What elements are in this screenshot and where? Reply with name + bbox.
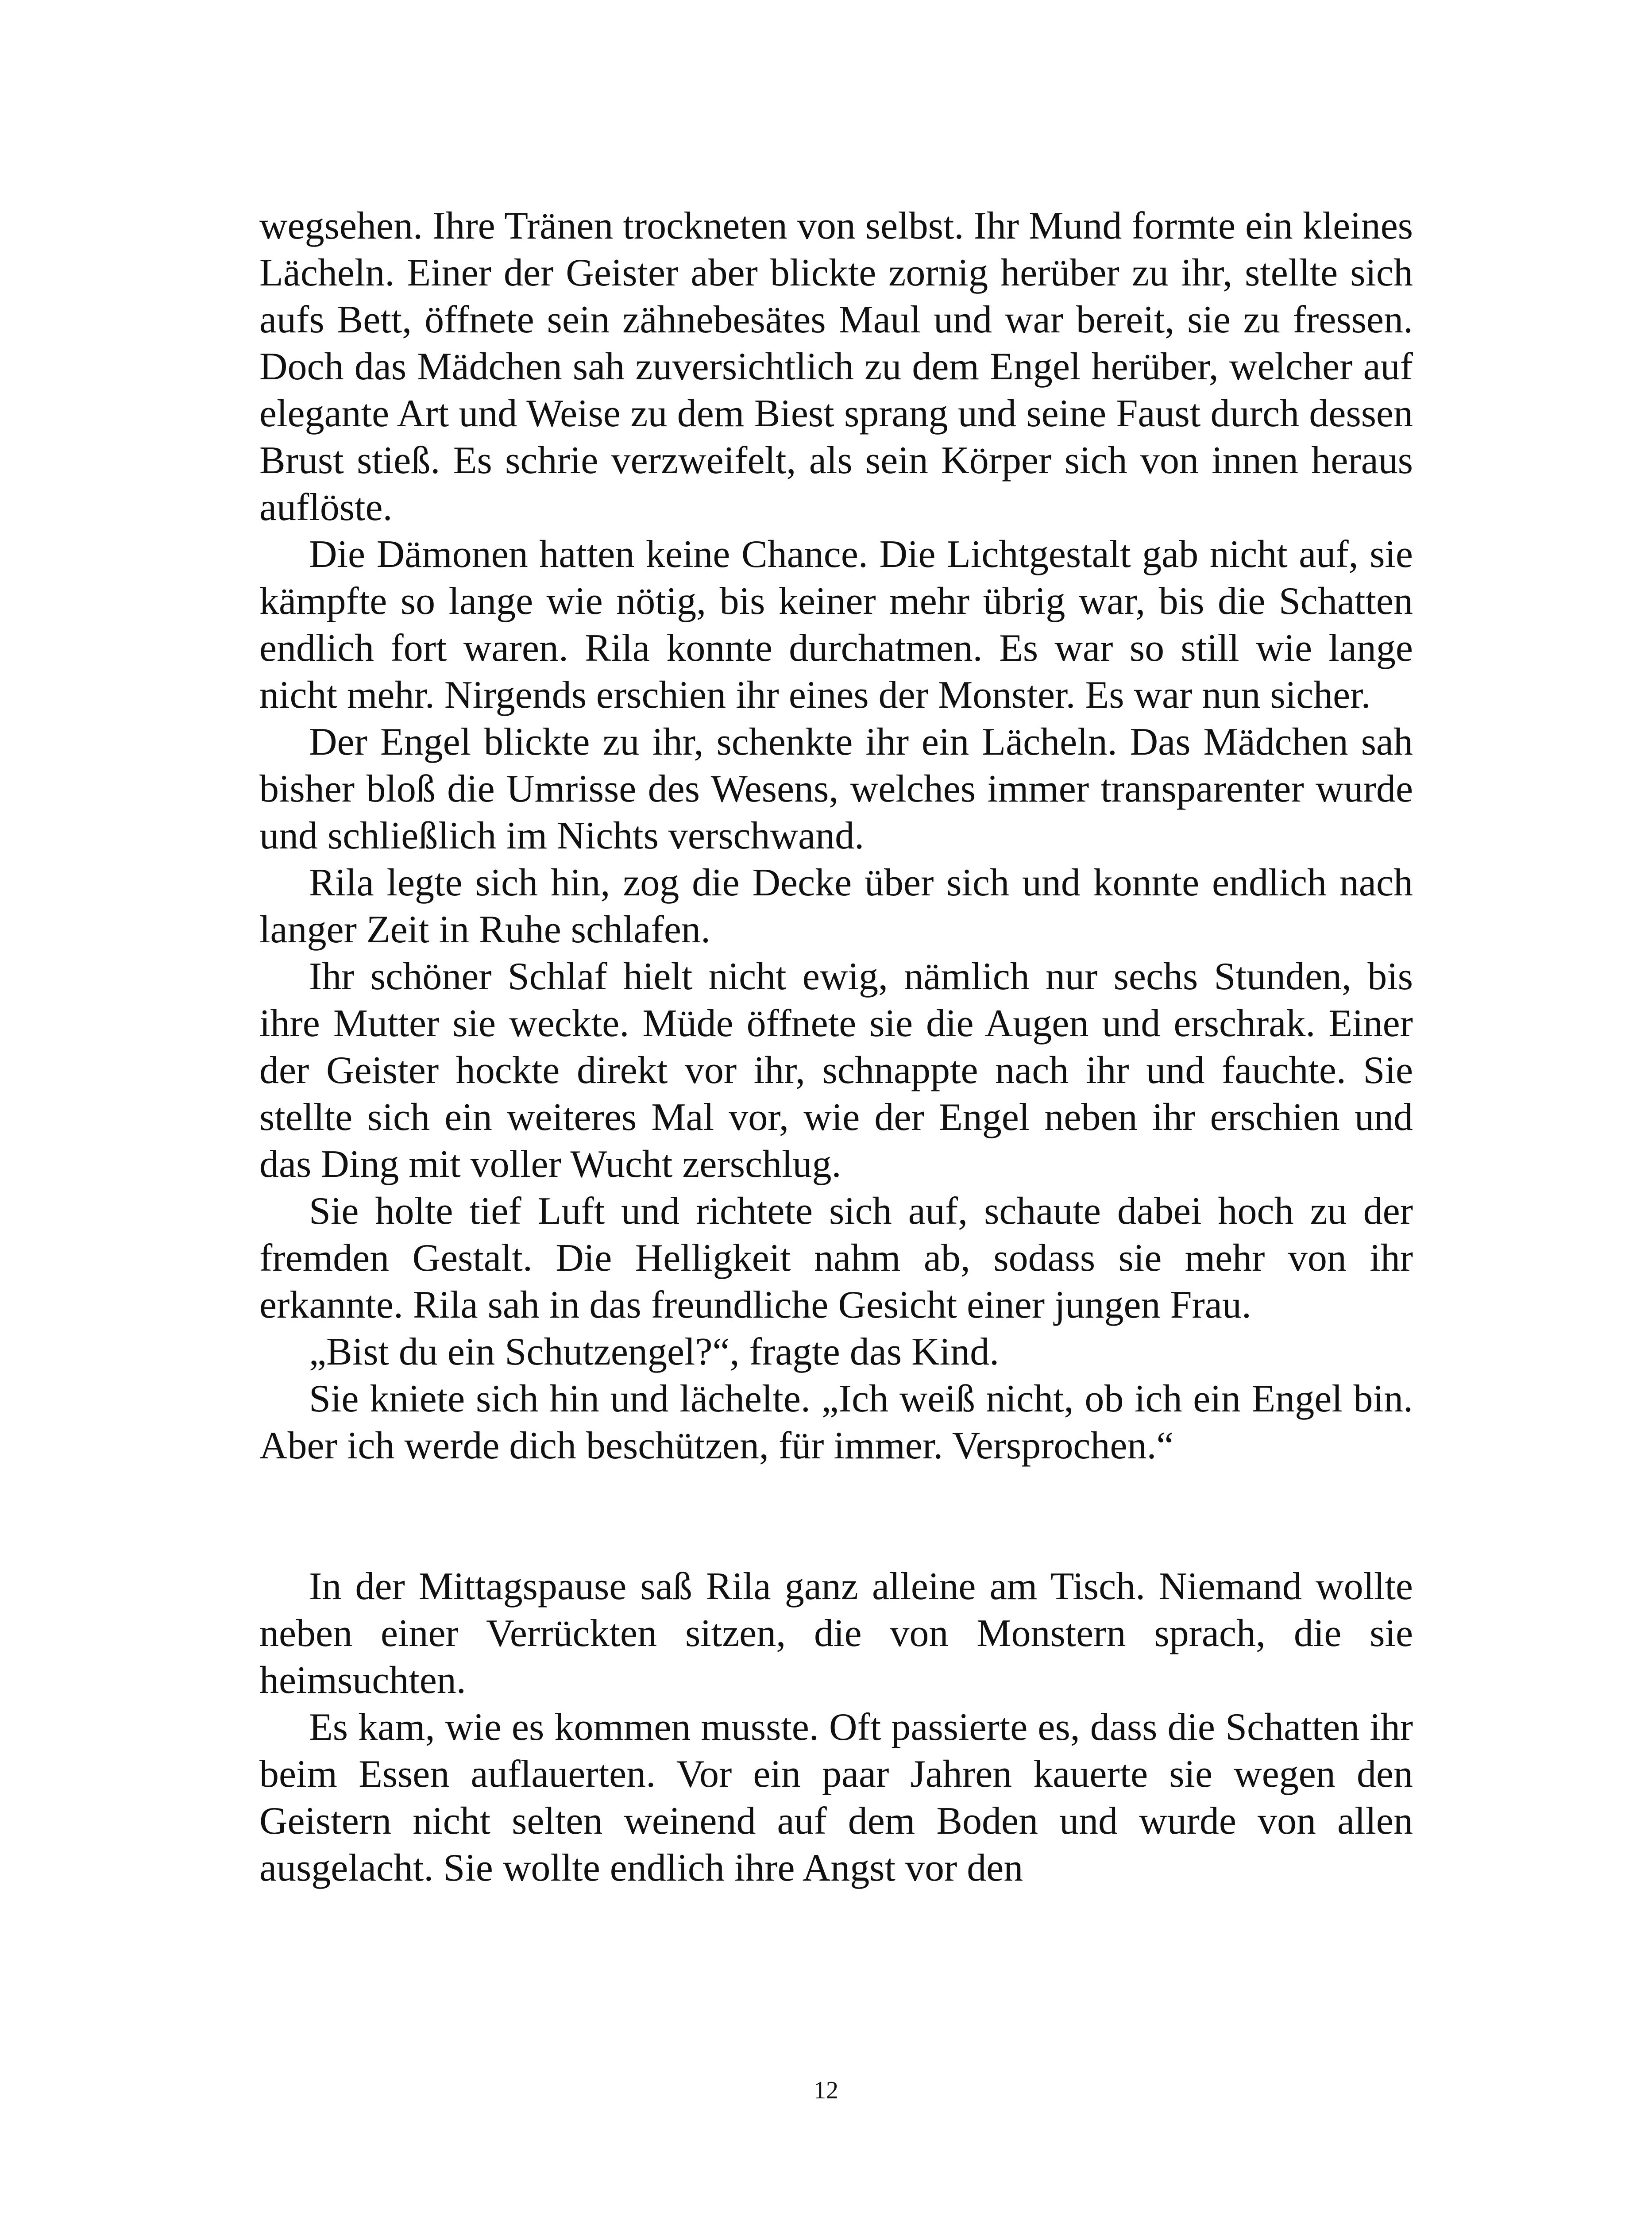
paragraph: In der Mittagspause saß Rila ganz alleine am Tisch. Niemand wollte neben einer Verrückten sitzen, die von Monstern sprach, die sie heimsuchten. <box>259 1565 1413 1702</box>
page-number: 12 <box>814 2077 838 2104</box>
paragraph: Ihr schöner Schlaf hielt nicht ewig, nämlich nur sechs Stunden, bis ihre Mutter sie weckte. Müde öffnete sie die Augen und erschrak. Einer der Geister hockte direkt vor ihr, schnappte nach ihr und fauchte. Sie stellte sich ein weiteres Mal vor, wie der Engel neben ihr erschien und das Ding mit voller Wucht zerschlug. <box>259 955 1413 1186</box>
paragraph: Rila legte sich hin, zog die Decke über sich und konnte endlich nach langer Zeit in Ruhe schlafen. <box>259 861 1413 951</box>
paragraph-dialogue: „Bist du ein Schutzengel?“, fragte das Kind. <box>309 1330 1000 1373</box>
paragraph: Die Dämonen hatten keine Chance. Die Lichtgestalt gab nicht auf, sie kämpfte so lange wie nötig, bis keiner mehr übrig war, bis die Schatten endlich fort waren. Rila konnte durchatmen. Es war so still wie lange nicht mehr. Nirgends erschien ihr eines der Monster. Es war nun sicher. <box>259 533 1413 717</box>
paragraph: Es kam, wie es kommen musste. Oft passierte es, dass die Schatten ihr beim Essen auflauerten. Vor ein paar Jahren kauerte sie wegen den Geistern nicht selten weinend auf dem Boden und wurde von allen ausgelacht. Sie wollte endlich ihre Angst vor den <box>259 1706 1413 1889</box>
paragraph-continued: wegsehen. Ihre Tränen trockneten von selbst. Ihr Mund formte ein kleines Lächeln. Einer der Geister aber blickte zornig herüber zu ihr, stellte sich aufs Bett, öffnete sein zähnebesätes Maul und war bereit, sie zu fressen. Doch das Mädchen sah zuversichtlich zu dem Engel herüber, welcher auf elegante Art und Weise zu dem Biest sprang und seine Faust durch dessen Brust stieß. Es schrie verzweifelt, als sein Körper sich von innen heraus auflöste. <box>259 204 1413 529</box>
paragraph: Sie holte tief Luft und richtete sich auf, schaute dabei hoch zu der fremden Gestalt. Die Helligkeit nahm ab, sodass sie mehr von ihr erkannte. Rila sah in das freundliche Gesicht einer jungen Frau. <box>259 1190 1413 1326</box>
paragraph-dialogue: Sie kniete sich hin und lächelte. „Ich weiß nicht, ob ich ein Engel bin. Aber ich werde dich beschützen, für immer. Versprochen.“ <box>259 1377 1413 1467</box>
paragraph: Der Engel blickte zu ihr, schenkte ihr ein Lächeln. Das Mädchen sah bisher bloß die Umrisse des Wesens, welches immer transparenter wurde und schließlich im Nichts verschwand. <box>259 721 1413 857</box>
scene-break <box>259 1469 1413 1563</box>
body-text <box>259 203 1413 1892</box>
